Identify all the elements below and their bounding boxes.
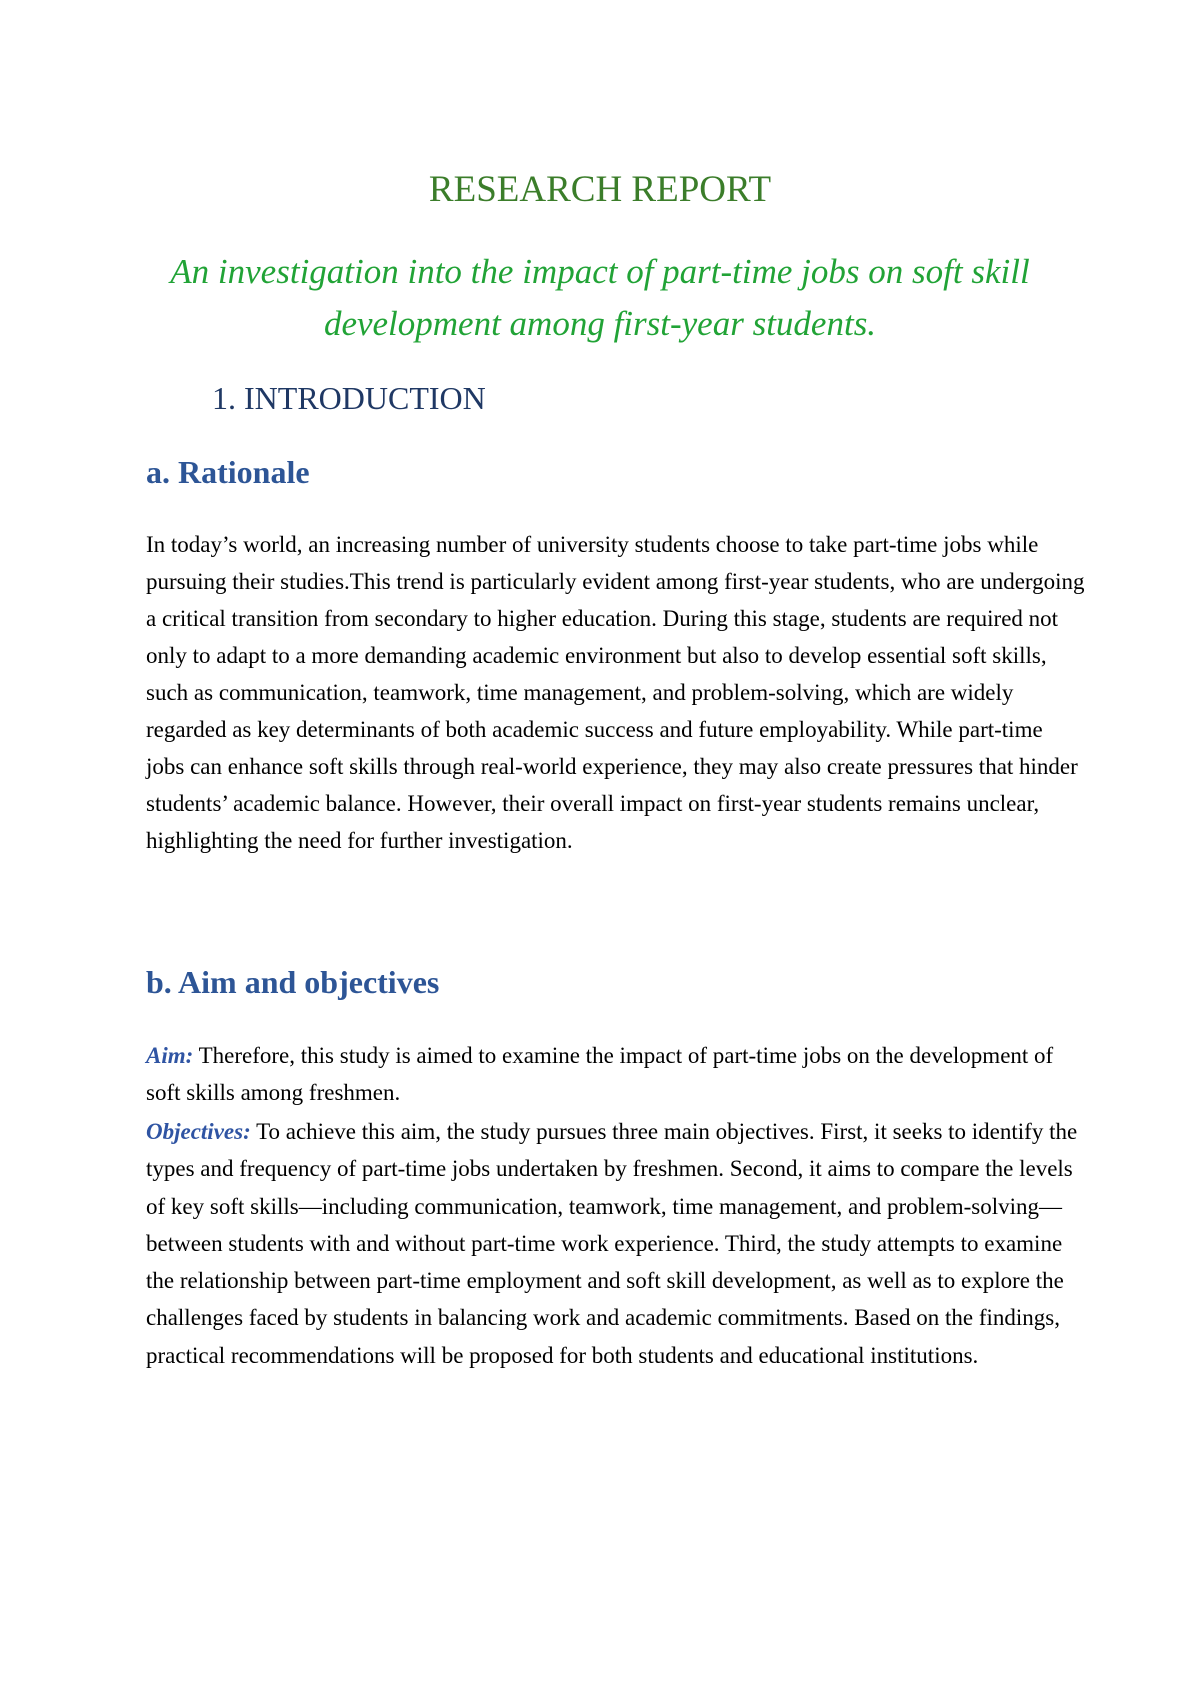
report-title: RESEARCH REPORT — [428, 169, 772, 210]
section-heading-introduction: 1. INTRODUCTION — [212, 380, 486, 416]
objectives-label: Objectives: — [146, 1119, 251, 1144]
objectives-paragraph — [146, 1113, 1086, 1374]
subheading-rationale: a. Rationale — [146, 454, 310, 490]
objectives-text: To achieve this aim, the study pursues three main objectives. First, it seeks to identify the types and frequency of part-time jobs undertaken by freshmen. Second, it aims to compare the levels of key soft skills—including communication, teamwork, time management, and problem-solving—between students with and without part-time work experience. Third, the study attempts to examine the relationship between part-time employment and soft skill development, as well as to explore the challenges faced by students in balancing work and academic commitments. Based on the findings, practical recommendations will be proposed for both students and educational institutions. — [146, 1119, 1078, 1368]
report-subtitle: An investigation into the impact of part-time jobs on soft skill development among first-year students. — [170, 252, 1030, 343]
aim-label: Aim: — [146, 1043, 194, 1068]
aim-paragraph — [146, 1037, 1086, 1111]
rationale-paragraph: In today’s world, an increasing number of university students choose to take part-time jobs while pursuing their studies.This trend is particularly evident among first-year students, who are undergoing a critical transition from secondary to higher education. During this stage, students are required not only to adapt to a more demanding academic environment but also to develop essential soft skills, such as communication, teamwork, time management, and problem-solving, which are widely regarded as key determinants of both academic success and future employability. While part-time jobs can enhance soft skills through real-world experience, they may also create pressures that hinder students’ academic balance. However, their overall impact on first-year students remains unclear, highlighting the need for further investigation. — [146, 532, 1085, 853]
aim-text: Therefore, this study is aimed to examine the impact of part-time jobs on the development of soft skills among freshmen. — [146, 1043, 1054, 1105]
subheading-aim-objectives: b. Aim and objectives — [146, 964, 440, 1000]
